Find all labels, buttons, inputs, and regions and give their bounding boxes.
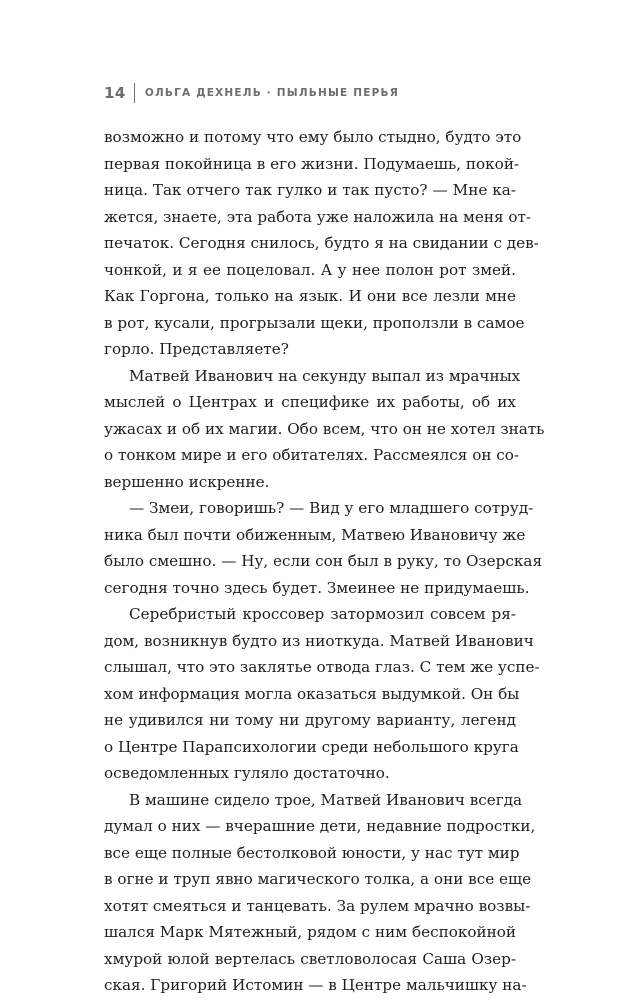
text-line: чонкой, и я ее поцеловал. А у нее полон рот змей. bbox=[104, 260, 516, 279]
text-line: все еще полные бестолковой юности, у нас тут мир bbox=[104, 843, 520, 862]
text-line: хмурой юлой вертелась светловолосая Саша Озер- bbox=[104, 949, 516, 968]
text-line: ница. Так отчего так гулко и так пусто? — Мне ка- bbox=[104, 181, 516, 199]
text-line: дом, возникнув будто из ниоткуда. Матвей Иванович bbox=[104, 631, 534, 650]
text-line: в рот, кусали, прогрызали щеки, проползли в самое bbox=[104, 313, 525, 332]
text-line: не удивился ни тому ни другому варианту, легенд bbox=[104, 711, 516, 729]
text-line: первая покойница в его жизни. Подумаешь, покой- bbox=[104, 154, 520, 173]
text-line: ужасах и об их магии. Обо всем, что он не хотел знать bbox=[104, 419, 545, 438]
paragraph bbox=[104, 124, 539, 363]
paragraph bbox=[104, 601, 540, 787]
text-line: ская. Григорий Истомин — в Центре мальчишку на- bbox=[104, 976, 527, 994]
text-line: о тонком мире и его обитателях. Рассмеялся он со- bbox=[104, 446, 520, 464]
text-line: мыслей о Центрах и специфике их работы, об их bbox=[104, 393, 516, 411]
text-line: хом информация могла оказаться выдумкой. Он бы bbox=[104, 684, 520, 703]
text-line: вершенно искренне. bbox=[104, 472, 270, 491]
text-line: возможно и потому что ему было стыдно, будто это bbox=[104, 128, 522, 146]
paragraph bbox=[104, 363, 545, 496]
text-line: было смешно. — Ну, если сон был в руку, то Озерская bbox=[104, 552, 543, 570]
paragraph bbox=[104, 787, 536, 999]
text-line: Как Горгона, только на язык. И они все лезли мне bbox=[104, 287, 516, 305]
text-line: ника был почти обиженным, Матвею Ивановичу же bbox=[104, 525, 526, 544]
running-title: ОЛЬГА ДЕХНЕЛЬ · ПЫЛЬНЫЕ ПЕРЬЯ bbox=[144, 87, 400, 99]
body-text bbox=[104, 124, 545, 999]
page-number: 14 bbox=[104, 84, 126, 102]
text-line: горло. Представляете? bbox=[104, 340, 289, 358]
text-line: сегодня точно здесь будет. Змеинее не придумаешь. bbox=[104, 578, 530, 597]
text-line: — Змеи, говоришь? — Вид у его младшего сотруд- bbox=[129, 499, 534, 517]
text-line: осведомленных гуляло достаточно. bbox=[104, 764, 390, 782]
text-line: печаток. Сегодня снилось, будто я на свидании с дев- bbox=[104, 234, 539, 252]
running-head bbox=[104, 82, 399, 104]
text-line: В машине сидело трое, Матвей Иванович всегда bbox=[129, 790, 523, 809]
text-line: о Центре Парапсихологии среди небольшого круга bbox=[104, 737, 519, 756]
header-divider bbox=[134, 83, 135, 103]
text-line: слышал, что это заклятье отвода глаз. С тем же успе- bbox=[104, 658, 540, 676]
text-line: думал о них — вчерашние дети, недавние подростки, bbox=[104, 817, 536, 835]
text-line: Матвей Иванович на секунду выпал из мрачных bbox=[129, 366, 521, 385]
text-line: хотят смеяться и танцевать. За рулем мрачно возвы- bbox=[104, 896, 531, 915]
text-line: Серебристый кроссовер затормозил совсем ря- bbox=[129, 605, 516, 623]
text-line: жется, знаете, эта работа уже наложила на меня от- bbox=[104, 207, 532, 226]
text-line: шался Марк Мятежный, рядом с ним беспокойной bbox=[104, 923, 516, 941]
paragraph bbox=[104, 495, 543, 601]
text-line: в огне и труп явно магического толка, а они все еще bbox=[104, 870, 532, 888]
